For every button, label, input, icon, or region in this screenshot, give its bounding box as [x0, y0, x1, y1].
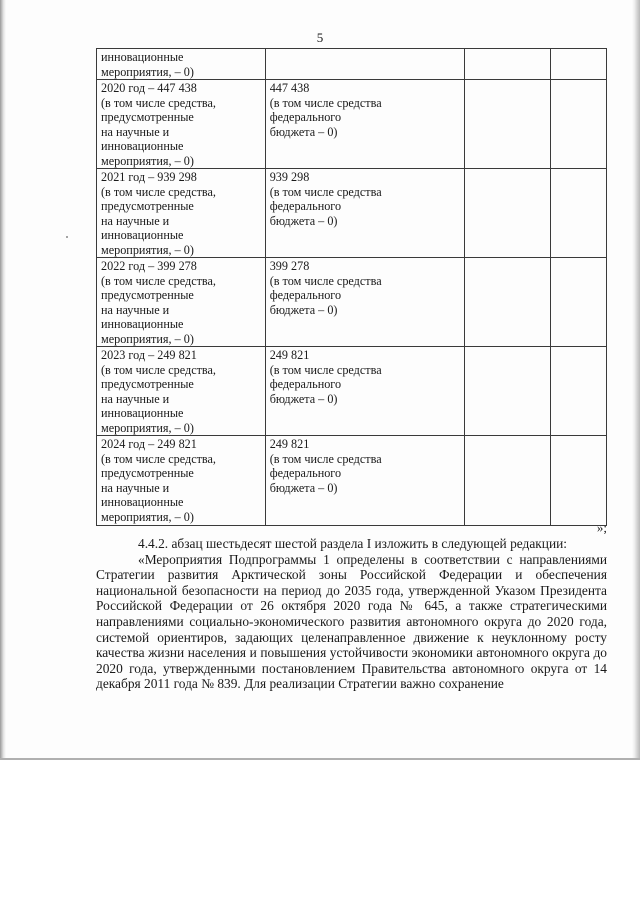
scan-left-edge — [0, 0, 6, 760]
table-cell — [265, 347, 464, 436]
table-row — [97, 436, 607, 526]
table-cell — [550, 347, 606, 436]
table-cell — [550, 169, 606, 258]
cell-line: 2024 год – 249 821 — [101, 437, 197, 451]
table-cell — [265, 169, 464, 258]
table-cell — [465, 258, 551, 347]
cell-line: федерального — [269, 199, 342, 213]
cell-line: 2020 год – 447 438 — [101, 81, 197, 95]
table-cell — [97, 80, 266, 169]
table-cell — [465, 347, 551, 436]
page-bottom-edge — [0, 758, 640, 760]
cell-line: (в том числе средства — [269, 362, 382, 377]
cell-line: 939 298 — [269, 170, 310, 184]
cell-line: инновационные — [101, 317, 184, 331]
cell-line: 2022 год – 399 278 — [101, 259, 197, 273]
cell-line: на научные и — [101, 213, 170, 228]
cell-line: 2023 год – 249 821 — [101, 348, 197, 362]
cell-line: предусмотренные — [101, 288, 194, 302]
cell-line: мероприятия, – 0) — [101, 64, 194, 79]
cell-line: мероприятия, – 0) — [101, 509, 194, 524]
cell-line: инновационные — [101, 228, 184, 242]
table-cell — [465, 49, 551, 80]
cell-line: (в том числе средства, — [101, 451, 216, 466]
table-cell — [265, 436, 464, 526]
cell-line: на научные и — [101, 480, 170, 495]
cell-line: инновационные — [101, 50, 184, 64]
cell-line: мероприятия, – 0) — [101, 153, 194, 168]
cell-line: инновационные — [101, 406, 184, 420]
table-cell — [97, 436, 266, 526]
scan-right-edge — [632, 0, 640, 760]
table-row — [97, 169, 607, 258]
cell-line: федерального — [269, 110, 342, 124]
scan-speck — [66, 236, 68, 238]
cell-line: бюджета – 0) — [269, 213, 338, 228]
cell-line: бюджета – 0) — [269, 391, 338, 406]
table-cell — [465, 436, 551, 526]
table-cell — [97, 258, 266, 347]
cell-line: 249 821 — [269, 437, 310, 451]
table-cell — [550, 258, 606, 347]
funding-table — [96, 48, 607, 526]
cell-line: (в том числе средства — [269, 95, 382, 110]
table-cell — [97, 347, 266, 436]
cell-line: бюджета – 0) — [269, 124, 338, 139]
closing-quote-mark: »; — [596, 520, 607, 535]
cell-line: (в том числе средства, — [101, 184, 216, 199]
cell-line: (в том числе средства — [269, 451, 382, 466]
table-cell — [465, 80, 551, 169]
table-row — [97, 347, 607, 436]
cell-line: 447 438 — [269, 81, 310, 95]
cell-line: предусмотренные — [101, 466, 194, 480]
table-cell — [97, 169, 266, 258]
cell-line: (в том числе средства, — [101, 95, 216, 110]
cell-line: предусмотренные — [101, 110, 194, 124]
cell-line: (в том числе средства, — [101, 273, 216, 288]
cell-line: инновационные — [101, 495, 184, 509]
table-row — [97, 258, 607, 347]
table-cell — [265, 258, 464, 347]
body-text — [96, 536, 607, 692]
table-cell — [550, 49, 606, 80]
table-cell — [265, 80, 464, 169]
table-row — [97, 80, 607, 169]
cell-line: федерального — [269, 288, 342, 302]
cell-line: мероприятия, – 0) — [101, 420, 194, 435]
cell-line: (в том числе средства — [269, 184, 382, 199]
paragraph-amendment: 4.4.2. абзац шестьдесят шестой раздела I изложить в следующей редакции: — [138, 536, 568, 551]
table-cell — [465, 169, 551, 258]
table-cell — [550, 80, 606, 169]
cell-line: предусмотренные — [101, 377, 194, 391]
cell-line: федерального — [269, 466, 342, 480]
cell-line: 2021 год – 939 298 — [101, 170, 197, 184]
table-row — [97, 49, 607, 80]
cell-line: федерального — [269, 377, 342, 391]
cell-line: (в том числе средства — [269, 273, 382, 288]
cell-line: предусмотренные — [101, 199, 194, 213]
cell-line: мероприятия, – 0) — [101, 331, 194, 346]
cell-line: на научные и — [101, 391, 170, 406]
cell-line: на научные и — [101, 124, 170, 139]
cell-line: (в том числе средства, — [101, 362, 216, 377]
cell-line: бюджета – 0) — [269, 302, 338, 317]
page-number: 5 — [316, 30, 324, 45]
cell-line: 399 278 — [269, 259, 310, 273]
cell-line: 249 821 — [269, 348, 310, 362]
cell-line: бюджета – 0) — [269, 480, 338, 495]
cell-line: на научные и — [101, 302, 170, 317]
paragraph-measures: «Мероприятия Подпрограммы 1 определены в соответствии с направлениями Стратегии развития Арктической зоны Российской Федерации и обеспечения национальной безопасности на период до 2035 года, утвержденной Указом Президента Российской Федерации от 26 октября 2020 года № 645, а также стратегическими направлениями социально-экономического развития автономного округа до 2020 года, системой ориентиров, задающих целенаправленное движение к неуклонному росту качества жизни населения и повышения устойчивости экономики автономного округа до 2020 года, утвержденными постановлением Правительства автономного округа от 14 декабря 2011 года № 839. Для реализации Стратегии важно сохранение — [96, 551, 607, 692]
table-cell — [97, 49, 266, 80]
cell-line: мероприятия, – 0) — [101, 242, 194, 257]
table-cell — [550, 436, 606, 526]
table-cell — [265, 49, 464, 80]
cell-line: инновационные — [101, 139, 184, 153]
